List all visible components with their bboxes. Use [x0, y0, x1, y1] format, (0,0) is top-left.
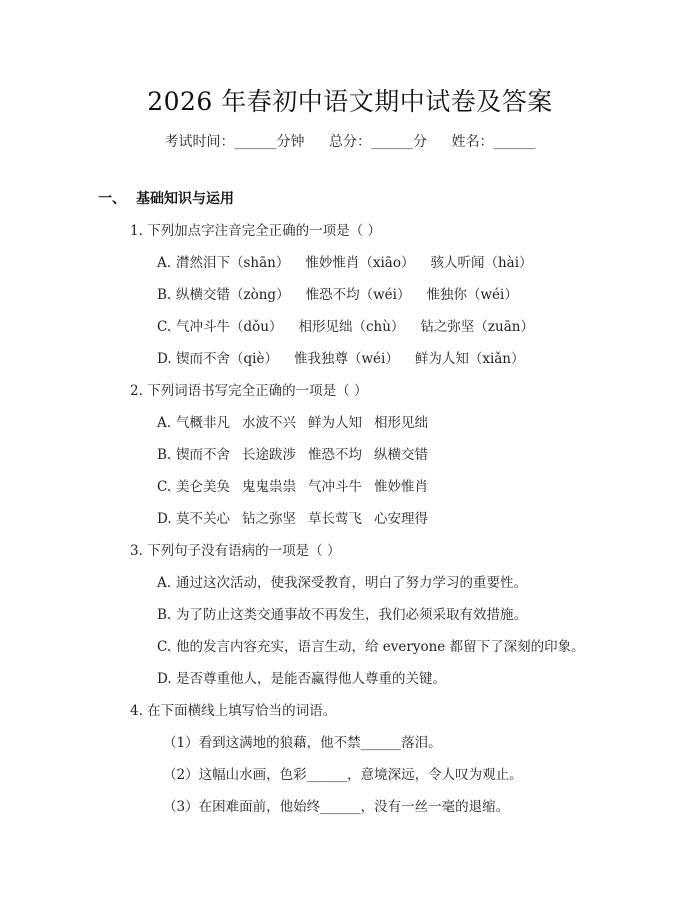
q3-option-d [157, 670, 446, 688]
section-label: 基础知识与运用 [136, 191, 234, 207]
option-item: 美仑美奂 [176, 479, 230, 495]
q4-item-2: （2）这幅山水画，色彩______，意境深远，令人叹为观止。 [163, 767, 523, 783]
option-item: 钻之弥坚（zuān） [420, 319, 534, 335]
option-item: 锲而不舍（qiè） [176, 351, 278, 367]
option-item: 钻之弥坚 [242, 511, 296, 527]
option-item: 心安理得 [374, 511, 428, 527]
option-letter: C. [157, 479, 172, 495]
option-letter: D. [157, 511, 172, 527]
option-text: 为了防止这类交通事故不再发生，我们必须采取有效措施。 [176, 607, 527, 623]
option-item: 气冲斗牛（dǒu） [176, 319, 283, 335]
option-text: 通过这次活动，使我深受教育，明白了努力学习的重要性。 [176, 575, 527, 591]
option-item: 鲜为人知 [308, 415, 362, 431]
option-item: 气冲斗牛 [308, 479, 362, 495]
q4-item-1: （1）看到这满地的狼藉，他不禁______落泪。 [163, 735, 442, 751]
option-item: 水波不兴 [242, 415, 296, 431]
student-name-field: 姓名：______ [451, 134, 536, 150]
q1-option-b [157, 286, 534, 304]
option-item: 鬼鬼祟祟 [242, 479, 296, 495]
option-letter: B. [157, 447, 172, 463]
q3-option-a [157, 574, 527, 592]
option-text: 他的发言内容充实，语言生动，给 everyone 都留下了深刻的印象。 [176, 639, 585, 655]
q4-item-3: （3）在困难面前，他始终______，没有一丝一毫的退缩。 [163, 799, 510, 815]
q2-option-a [157, 414, 440, 432]
q2-option-d [157, 510, 440, 528]
option-item: 莫不关心 [176, 511, 230, 527]
q1-option-a [157, 254, 549, 272]
option-item: 长途跋涉 [242, 447, 296, 463]
option-item: 惟妙惟肖（xiāo） [305, 255, 415, 271]
option-letter: A. [157, 415, 172, 431]
option-item: 相形见绌（chù） [298, 319, 405, 335]
option-item: 骇人听闻（hài） [430, 255, 533, 271]
q2-option-b [157, 446, 440, 464]
option-item: 惟独你（wéi） [426, 287, 518, 303]
option-letter: B. [157, 607, 172, 623]
option-item: 潸然泪下（shān） [176, 255, 290, 271]
q2-option-c [157, 478, 440, 496]
q3-option-b [157, 606, 527, 624]
option-item: 纵横交错（zòng） [176, 287, 290, 303]
exam-time-field: 考试时间：______分钟 [164, 134, 305, 150]
q1-option-c [157, 318, 550, 336]
option-item: 锲而不舍 [176, 447, 230, 463]
total-score-field: 总分：______分 [329, 134, 427, 150]
option-letter: C. [157, 639, 172, 655]
question-4-stem: 4. 在下面横线上填写恰当的词语。 [130, 703, 337, 719]
q3-option-c [157, 638, 585, 656]
section-number: 一、 [98, 191, 126, 207]
option-letter: D. [157, 671, 172, 687]
option-item: 纵横交错 [374, 447, 428, 463]
option-letter: C. [157, 319, 172, 335]
option-item: 惟我独尊（wéi） [293, 351, 399, 367]
option-item: 惟妙惟肖 [374, 479, 428, 495]
page-title: 2026 年春初中语文期中试卷及答案 [147, 87, 553, 116]
option-item: 草长莺飞 [308, 511, 362, 527]
question-2-stem: 2. 下列词语书写完全正确的一项是（ ） [130, 383, 368, 399]
option-item: 惟恐不均 [308, 447, 362, 463]
question-3-stem: 3. 下列句子没有语病的一项是（ ） [130, 543, 341, 559]
q1-option-d [157, 350, 541, 368]
option-item: 气概非凡 [176, 415, 230, 431]
option-item: 鲜为人知（xiǎn） [414, 351, 525, 367]
question-1-stem: 1. 下列加点字注音完全正确的一项是（ ） [130, 223, 381, 239]
option-letter: B. [157, 287, 172, 303]
option-item: 相形见绌 [374, 415, 428, 431]
option-text: 是否尊重他人，是能否赢得他人尊重的关键。 [176, 671, 446, 687]
option-letter: A. [157, 255, 172, 271]
option-letter: A. [157, 575, 172, 591]
section-heading [98, 188, 234, 208]
option-item: 惟恐不均（wéi） [305, 287, 411, 303]
option-letter: D. [157, 351, 172, 367]
exam-meta [0, 131, 700, 151]
